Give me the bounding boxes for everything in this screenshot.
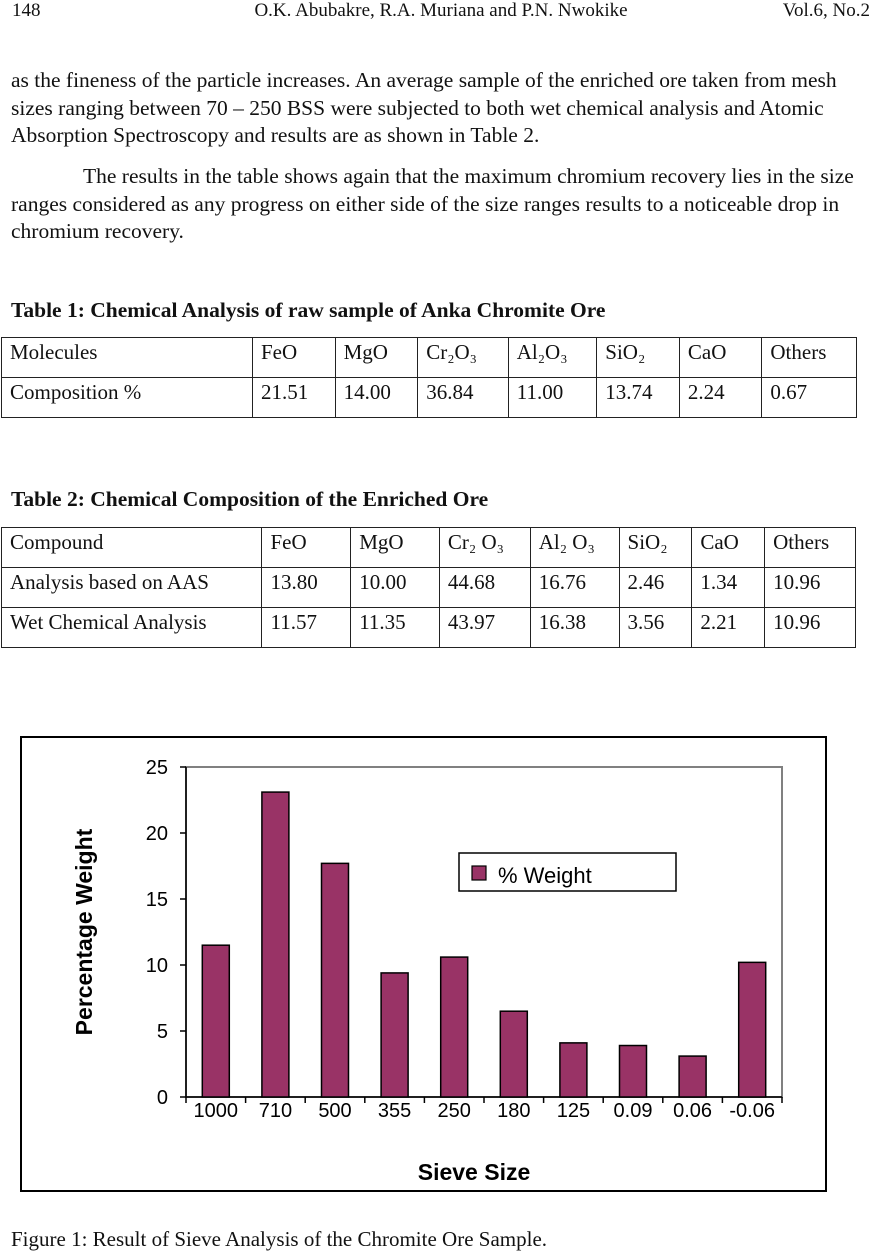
x-tick-label: -0.06 bbox=[729, 1100, 775, 1122]
table-cell: 13.74 bbox=[597, 378, 680, 418]
table-cell: 2.24 bbox=[679, 378, 761, 418]
table-header-cell: FeO bbox=[262, 528, 351, 568]
table-cell: 43.97 bbox=[439, 608, 530, 648]
table-header-cell: FeO bbox=[252, 338, 335, 378]
chart-frame bbox=[20, 736, 827, 1192]
table-row bbox=[2, 608, 856, 648]
page-number: 148 bbox=[12, 0, 41, 21]
table-header-cell: Others bbox=[762, 338, 857, 378]
x-tick-label: 250 bbox=[437, 1100, 471, 1122]
bar bbox=[679, 1056, 706, 1097]
x-tick-label: 125 bbox=[556, 1100, 591, 1122]
table-cell: 16.76 bbox=[530, 568, 619, 608]
table-header-cell: MgO bbox=[335, 338, 418, 378]
table-cell: 10.00 bbox=[351, 568, 440, 608]
table-header-cell: Al₂O₃ bbox=[508, 338, 597, 378]
table-cell: 21.51 bbox=[252, 378, 335, 418]
table-cell: 11.00 bbox=[508, 378, 597, 418]
y-tick-label: 25 bbox=[145, 757, 168, 779]
x-tick-label: 0.09 bbox=[613, 1100, 653, 1122]
table-cell: 36.84 bbox=[418, 378, 509, 418]
table2 bbox=[1, 527, 856, 648]
y-tick-label: 5 bbox=[156, 1021, 168, 1043]
y-tick-label: 10 bbox=[145, 955, 168, 977]
page-header bbox=[12, 0, 870, 24]
table-cell: Wet Chemical Analysis bbox=[2, 608, 262, 648]
table2-caption: Table 2: Chemical Composition of the Enriched Ore bbox=[11, 487, 489, 511]
y-tick-label: 15 bbox=[145, 889, 168, 911]
x-tick-label: 1000 bbox=[193, 1100, 239, 1122]
table-cell: 10.96 bbox=[765, 608, 856, 648]
legend-label: % Weight bbox=[498, 863, 592, 888]
table-cell: 3.56 bbox=[619, 608, 692, 648]
figure-caption: Figure 1: Result of Sieve Analysis of the Chromite Ore Sample. bbox=[11, 1227, 548, 1251]
x-tick-label: 500 bbox=[318, 1100, 352, 1122]
table-row bbox=[2, 568, 856, 608]
table-cell: 44.68 bbox=[439, 568, 530, 608]
y-axis-title: Percentage Weight bbox=[71, 828, 97, 1036]
x-tick-label: 355 bbox=[377, 1100, 412, 1122]
bar bbox=[500, 1011, 527, 1097]
table1 bbox=[1, 337, 857, 418]
bar bbox=[381, 973, 408, 1097]
bar bbox=[441, 957, 468, 1097]
table-cell: 16.38 bbox=[530, 608, 619, 648]
x-axis-title: Sieve Size bbox=[417, 1159, 531, 1185]
table-header-row bbox=[2, 338, 857, 378]
bar bbox=[262, 792, 289, 1097]
table-cell: 1.34 bbox=[692, 568, 765, 608]
table-cell: Analysis based on AAS bbox=[2, 568, 262, 608]
x-tick-label: 180 bbox=[497, 1100, 531, 1122]
table-header-cell: Compound bbox=[2, 528, 262, 568]
table-cell: Composition % bbox=[2, 378, 253, 418]
table-header-cell: CaO bbox=[692, 528, 765, 568]
x-tick-label: 710 bbox=[258, 1100, 293, 1122]
table-row bbox=[2, 378, 857, 418]
table-cell: 13.80 bbox=[262, 568, 351, 608]
table-header-cell: Al₂ O₃ bbox=[530, 528, 619, 568]
table-header-cell: MgO bbox=[351, 528, 440, 568]
bar bbox=[202, 945, 229, 1097]
table-cell: 2.46 bbox=[619, 568, 692, 608]
table-header-cell: Others bbox=[765, 528, 856, 568]
table-header-cell: Cr₂ O₃ bbox=[439, 528, 530, 568]
bar bbox=[560, 1043, 587, 1097]
bar bbox=[739, 962, 766, 1097]
table-cell: 14.00 bbox=[335, 378, 418, 418]
table-cell: 0.67 bbox=[762, 378, 857, 418]
table-header-cell: Cr₂O₃ bbox=[418, 338, 509, 378]
table-cell: 11.57 bbox=[262, 608, 351, 648]
table-header-cell: SiO₂ bbox=[597, 338, 680, 378]
table-header-cell: CaO bbox=[679, 338, 761, 378]
table-cell: 2.21 bbox=[692, 608, 765, 648]
sieve-bar-chart bbox=[22, 738, 829, 1194]
bar bbox=[322, 863, 349, 1097]
table-header-row bbox=[2, 528, 856, 568]
table-cell: 11.35 bbox=[351, 608, 440, 648]
y-tick-label: 0 bbox=[156, 1087, 168, 1109]
table-cell: 10.96 bbox=[765, 568, 856, 608]
running-authors: O.K. Abubakre, R.A. Muriana and P.N. Nwokike bbox=[254, 0, 628, 21]
bar bbox=[620, 1046, 647, 1097]
table-header-cell: Molecules bbox=[2, 338, 253, 378]
body-paragraph-1: as the fineness of the particle increases. An average sample of the enriched ore taken from mesh sizes ranging between 70 – 250 BSS were subjected to both wet chemical analysis and Atomic Absorption Spectroscopy and results are as shown in Table 2. bbox=[11, 68, 837, 147]
y-tick-label: 20 bbox=[145, 823, 168, 845]
table1-caption: Table 1: Chemical Analysis of raw sample of Anka Chromite Ore bbox=[11, 298, 606, 322]
table-header-cell: SiO₂ bbox=[619, 528, 692, 568]
body-paragraph-2: The results in the table shows again that the maximum chromium recovery lies in the size ranges considered as any progress on either side of the size ranges results to a noticeable drop in chromium recovery. bbox=[11, 164, 854, 243]
x-tick-label: 0.06 bbox=[673, 1100, 713, 1122]
legend-swatch bbox=[472, 866, 486, 880]
volume-info: Vol.6, No.2 bbox=[782, 0, 870, 21]
